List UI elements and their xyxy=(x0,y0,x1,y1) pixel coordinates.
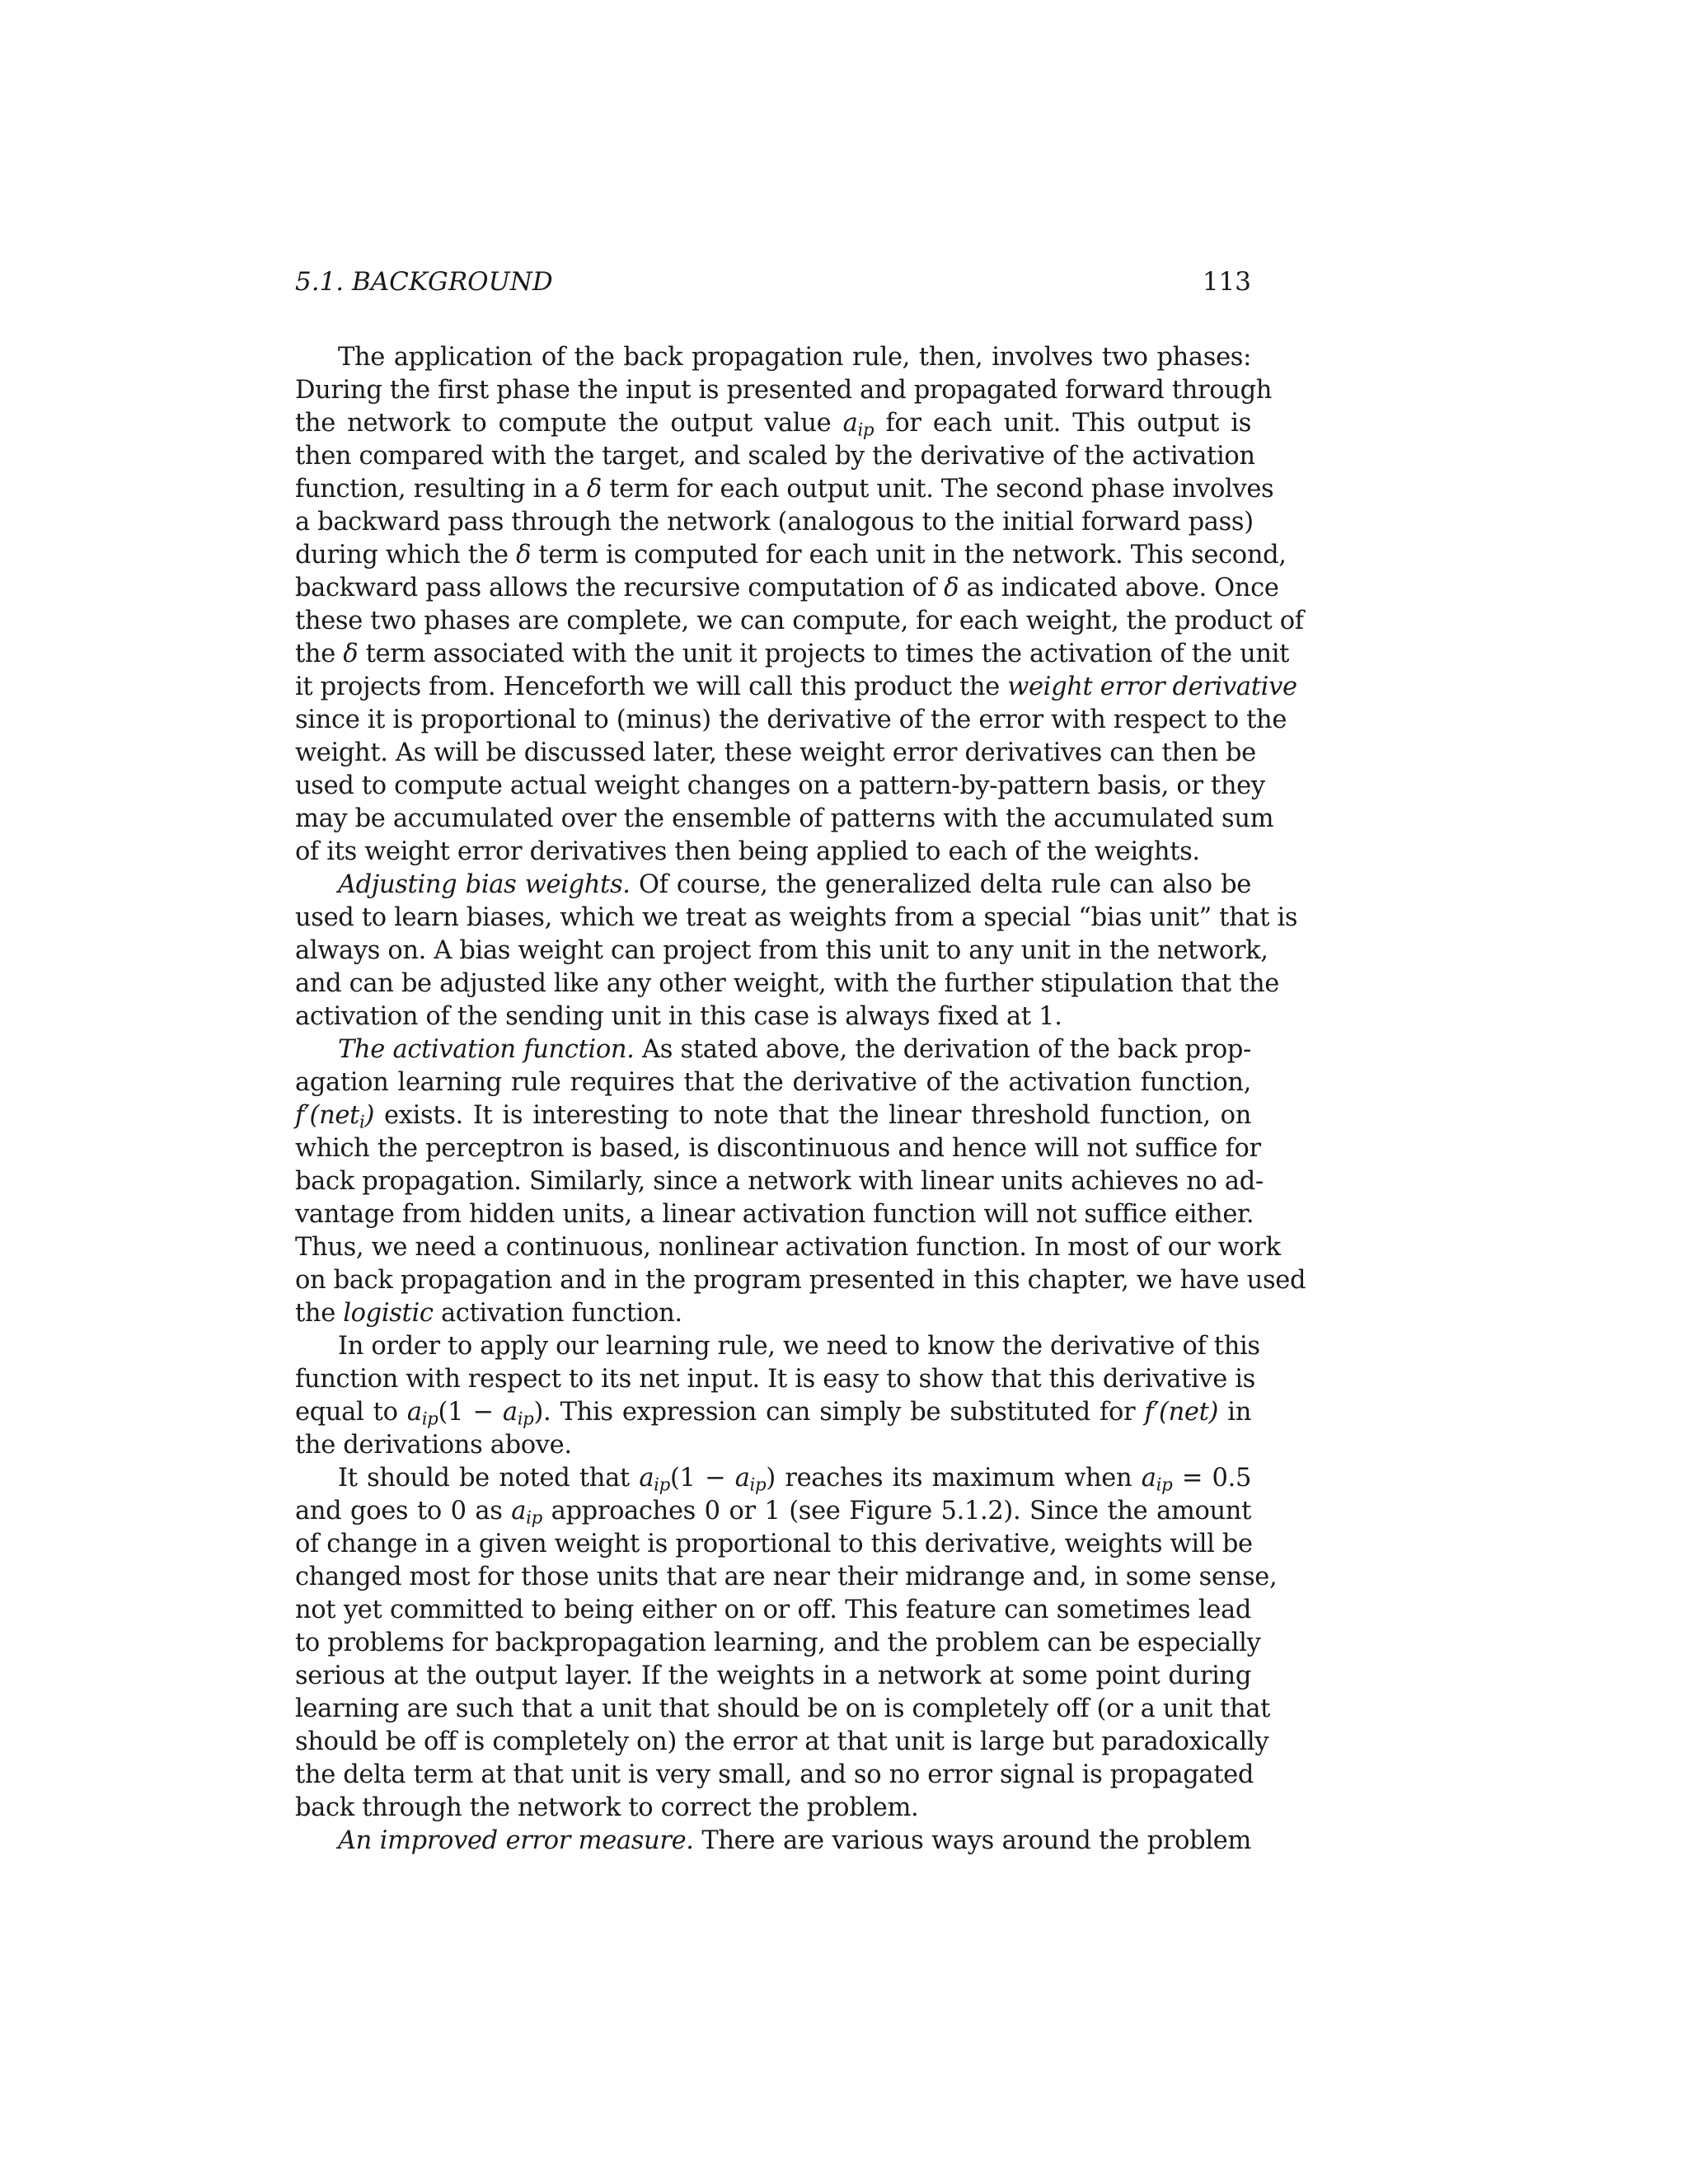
subscript: ip xyxy=(421,1408,438,1430)
text-run: equal to xyxy=(295,1398,407,1427)
text-run: backward pass allows the recursive computation of xyxy=(295,574,945,602)
subscript: ip xyxy=(1156,1474,1173,1496)
subscript: ip xyxy=(517,1408,534,1430)
text-run: a backward pass through the network (analogous to the initial forward pass) xyxy=(295,508,1254,537)
page-number: 113 xyxy=(1202,267,1251,297)
text-run: should be off is completely on) the error at that unit is large but paradoxically xyxy=(295,1727,1269,1756)
text-line xyxy=(295,605,1304,638)
text-line xyxy=(295,737,1256,770)
math-symbol: a xyxy=(502,1398,518,1427)
text-run: as indicated above. Once xyxy=(959,574,1279,602)
text-line xyxy=(295,638,1290,671)
text-line xyxy=(295,407,1251,440)
text-run: ) reaches its maximum when xyxy=(766,1464,1142,1493)
text-run: activation function. xyxy=(433,1299,682,1328)
text-run: in xyxy=(1218,1398,1251,1427)
text-run: the xyxy=(295,1299,344,1328)
text-line xyxy=(295,1693,1271,1726)
text-run: The application of the back propagation rule, then, involves two phases: xyxy=(338,343,1251,372)
text-run: the derivations above. xyxy=(295,1431,572,1460)
math-symbol: a xyxy=(639,1464,654,1493)
math-symbol: a xyxy=(1141,1464,1156,1493)
text-run: As stated above, the derivation of the back prop- xyxy=(634,1035,1251,1064)
text-line xyxy=(295,1495,1251,1528)
text-line xyxy=(295,1396,1251,1429)
text-run: agation learning rule requires that the derivative of the activation function, xyxy=(295,1068,1251,1097)
text-run: There are various ways around the problem xyxy=(693,1826,1251,1855)
math-symbol: δ xyxy=(586,475,602,504)
text-line xyxy=(295,1825,1251,1858)
math-symbol: a xyxy=(406,1398,422,1427)
math-symbol: δ xyxy=(515,541,531,569)
emphasis-text: logistic xyxy=(343,1299,434,1328)
text-run: ). This expression can simply be substituted for xyxy=(533,1398,1145,1427)
text-run: the delta term at that unit is very small, and so no error signal is propagated xyxy=(295,1760,1254,1789)
math-symbol: a xyxy=(511,1497,527,1526)
text-run: exists. It is interesting to note that the linear threshold function, on xyxy=(374,1101,1251,1130)
math-symbol: δ xyxy=(944,574,959,602)
text-line xyxy=(295,935,1268,968)
text-line xyxy=(295,1099,1251,1132)
text-run: on back propagation and in the program presented in this chapter, we have used xyxy=(295,1266,1306,1295)
text-run: function with respect to its net input. It is easy to show that this derivative is xyxy=(295,1365,1255,1394)
text-run: function, resulting in a xyxy=(295,475,587,504)
text-run: activation of the sending unit in this case is always fixed at 1. xyxy=(295,1002,1062,1031)
subscript: ip xyxy=(857,419,874,441)
text-run: may be accumulated over the ensemble of patterns with the accumulated sum xyxy=(295,804,1274,833)
emphasis-text: The activation function. xyxy=(338,1035,635,1064)
text-run: these two phases are complete, we can compute, for each weight, the product of xyxy=(295,607,1304,635)
text-line xyxy=(295,1132,1261,1165)
text-line xyxy=(295,440,1255,473)
text-line xyxy=(295,1264,1306,1297)
text-run: used to compute actual weight changes on a pattern-by-pattern basis, or they xyxy=(295,771,1265,800)
text-line xyxy=(295,1792,1251,1825)
text-line xyxy=(295,506,1254,539)
text-run: approaches 0 or 1 (see Figure 5.1.2). Since the amount xyxy=(542,1497,1251,1526)
text-run: Of course, the generalized delta rule can also be xyxy=(630,870,1251,899)
text-line xyxy=(295,572,1279,605)
text-line xyxy=(295,1627,1261,1660)
text-run: always on. A bias weight can project from this unit to any unit in the network, xyxy=(295,936,1268,965)
text-line xyxy=(295,1001,1251,1033)
text-line xyxy=(295,770,1265,803)
text-run: It should be noted that xyxy=(338,1464,640,1493)
text-line xyxy=(295,374,1273,407)
text-run: back through the network to correct the problem. xyxy=(295,1793,919,1822)
text-run: the xyxy=(295,640,344,668)
text-run: serious at the output layer. If the weights in a network at some point during xyxy=(295,1661,1251,1690)
text-line xyxy=(295,671,1297,704)
text-line xyxy=(295,1165,1264,1198)
text-run: the network to compute the output value xyxy=(295,409,843,438)
text-line xyxy=(295,1198,1254,1231)
text-line xyxy=(295,836,1251,869)
text-run: of its weight error derivatives then being applied to each of the weights. xyxy=(295,837,1200,866)
text-run: (1 − xyxy=(438,1398,503,1427)
emphasis-text: An improved error measure. xyxy=(338,1826,694,1855)
text-run: In order to apply our learning rule, we need to know the derivative of this xyxy=(338,1332,1260,1361)
text-run: and goes to 0 as xyxy=(295,1497,512,1526)
text-run: weight. As will be discussed later, these weight error derivatives can then be xyxy=(295,738,1256,767)
subscript: ip xyxy=(526,1507,542,1529)
text-line xyxy=(295,1462,1251,1495)
text-line xyxy=(295,1330,1260,1363)
text-run: (1 − xyxy=(669,1464,735,1493)
text-run: back propagation. Similarly, since a network with linear units achieves no ad- xyxy=(295,1167,1264,1196)
text-run: to problems for backpropagation learning, and the problem can be especially xyxy=(295,1629,1261,1657)
text-run: term is computed for each unit in the network. This second, xyxy=(531,541,1287,569)
text-line xyxy=(295,1726,1269,1759)
text-run: learning are such that a unit that should be on is completely off (or a unit that xyxy=(295,1694,1271,1723)
text-run: changed most for those units that are near their midrange and, in some sense, xyxy=(295,1563,1278,1591)
text-run: used to learn biases, which we treat as weights from a special “bias unit” that is xyxy=(295,903,1298,932)
text-line xyxy=(295,539,1287,572)
math-symbol: a xyxy=(842,409,858,438)
text-run: which the perceptron is based, is discontinuous and hence will not suffice for xyxy=(295,1134,1261,1163)
text-line xyxy=(295,869,1251,902)
running-header xyxy=(295,265,1251,298)
section-title: 5.1. BACKGROUND xyxy=(295,267,553,297)
text-run: During the first phase the input is presented and propagated forward through xyxy=(295,376,1273,405)
text-line xyxy=(295,341,1251,374)
text-line xyxy=(295,704,1287,737)
text-line xyxy=(295,473,1274,506)
text-line xyxy=(295,1660,1251,1693)
text-run: and can be adjusted like any other weight, with the further stipulation that the xyxy=(295,969,1280,998)
text-run: during which the xyxy=(295,541,516,569)
text-line xyxy=(295,1297,1251,1330)
text-line xyxy=(295,1231,1281,1264)
text-run: it projects from. Henceforth we will call this product the xyxy=(295,673,1008,701)
math-symbol: ) xyxy=(364,1101,375,1130)
text-line xyxy=(295,803,1274,836)
emphasis-text: Adjusting bias weights. xyxy=(338,870,631,899)
math-symbol: a xyxy=(734,1464,750,1493)
subscript: ip xyxy=(749,1474,767,1496)
text-run: term for each output unit. The second phase involves xyxy=(601,475,1274,504)
math-symbol: δ xyxy=(343,640,359,668)
text-run: for each unit. This output is xyxy=(874,409,1251,438)
text-run: not yet committed to being either on or off. This feature can sometimes lead xyxy=(295,1596,1251,1624)
text-line xyxy=(295,1759,1254,1792)
text-run: vantage from hidden units, a linear activation function will not suffice either. xyxy=(295,1200,1254,1229)
text-line xyxy=(295,1363,1255,1396)
text-run: then compared with the target, and scaled by the derivative of the activation xyxy=(295,442,1255,471)
subscript: i xyxy=(359,1112,365,1133)
text-run: term associated with the unit it projects to times the activation of the unit xyxy=(358,640,1290,668)
text-run: of change in a given weight is proportional to this derivative, weights will be xyxy=(295,1530,1253,1558)
text-line xyxy=(295,1594,1251,1627)
text-line xyxy=(295,1429,1251,1462)
text-line xyxy=(295,968,1280,1001)
emphasis-text: weight error derivative xyxy=(1007,673,1297,701)
text-run: since it is proportional to (minus) the derivative of the error with respect to the xyxy=(295,705,1287,734)
subscript: ip xyxy=(654,1474,670,1496)
math-symbol: f′(net xyxy=(295,1101,359,1130)
text-line xyxy=(295,902,1298,935)
text-run: Thus, we need a continuous, nonlinear activation function. In most of our work xyxy=(295,1233,1281,1262)
text-run: = 0.5 xyxy=(1172,1464,1251,1493)
text-line xyxy=(295,1066,1251,1099)
body-text xyxy=(295,341,1306,1858)
text-line xyxy=(295,1561,1278,1594)
text-line xyxy=(295,1528,1251,1561)
math-symbol: f′(net) xyxy=(1144,1398,1219,1427)
text-line xyxy=(295,1033,1251,1066)
